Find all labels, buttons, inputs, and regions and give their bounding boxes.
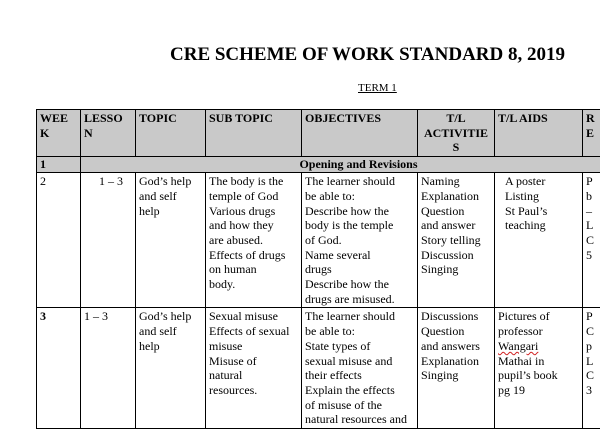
cell-lesson: 1 – 3 — [81, 308, 136, 429]
table-row — [37, 308, 600, 429]
cell-activities: Discussions Question and answers Explanation Singing — [418, 308, 495, 429]
cell-activities: Naming Explanation Question and answer Story telling Discussion Singing — [418, 173, 495, 308]
table-row — [37, 173, 600, 308]
cell-references: P C p L C 3 — [583, 308, 600, 429]
scheme-table — [36, 109, 600, 429]
header-objectives: OBJECTIVES — [302, 110, 418, 157]
header-topic: TOPIC — [136, 110, 206, 157]
cell-topic: God’s help and self help — [136, 308, 206, 429]
cell-topic: God’s help and self help — [136, 173, 206, 308]
header-activities: T/L ACTIVITIE S — [418, 110, 495, 157]
cell-objectives: The learner should be able to: State types of sexual misuse and their effects Explain the effects of misuse of the natural resources and — [302, 308, 418, 429]
cell-week: 2 — [37, 173, 81, 308]
header-subtopic: SUB TOPIC — [206, 110, 302, 157]
header-references: R E — [583, 110, 600, 157]
header-lesson: LESSO N — [81, 110, 136, 157]
cell-subtopic: Sexual misuse Effects of sexual misuse Misuse of natural resources. — [206, 308, 302, 429]
term-label: TERM 1 — [358, 82, 397, 94]
cell-aids: Pictures of professor Wangari Mathai in pupil’s book pg 19 — [495, 308, 583, 429]
cell-objectives: The learner should be able to: Describe how the body is the temple of God. Name several drugs Describe how the drugs are misused. — [302, 173, 418, 308]
band-week: 1 — [37, 157, 81, 173]
cell-subtopic: The body is the temple of God Various drugs and how they are abused. Effects of drugs on human body. — [206, 173, 302, 308]
cell-lesson: 1 – 3 — [81, 173, 136, 308]
cell-week: 3 — [37, 308, 81, 429]
cell-references: P b – L C 5 — [583, 173, 600, 308]
table-header-row — [37, 110, 600, 157]
header-aids: T/L AIDS — [495, 110, 583, 157]
header-week: WEE K — [37, 110, 81, 157]
opening-revisions-row — [37, 157, 600, 173]
cell-aids: A poster Listing St Paul’s teaching — [495, 173, 583, 308]
band-label: Opening and Revisions — [81, 157, 600, 173]
